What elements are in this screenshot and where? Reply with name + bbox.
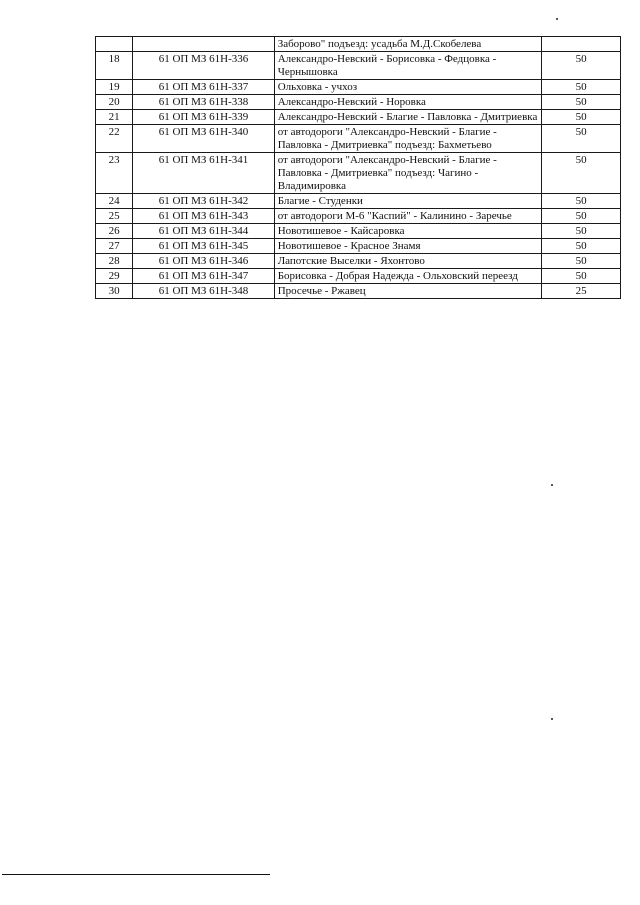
road-length-cell: 50 xyxy=(542,209,621,224)
table-row xyxy=(96,95,621,110)
road-id-cell: 61 ОП МЗ 61Н-343 xyxy=(133,209,274,224)
road-length-cell: 25 xyxy=(542,284,621,299)
road-id-cell: 61 ОП МЗ 61Н-336 xyxy=(133,52,274,80)
row-number-cell: 22 xyxy=(96,125,133,153)
row-number-cell: 29 xyxy=(96,269,133,284)
row-number-cell: 20 xyxy=(96,95,133,110)
road-id-cell: 61 ОП МЗ 61Н-338 xyxy=(133,95,274,110)
road-length-cell: 50 xyxy=(542,269,621,284)
row-number-cell: 24 xyxy=(96,194,133,209)
road-id-cell: 61 ОП МЗ 61Н-341 xyxy=(133,153,274,194)
road-name-cell: от автодороги "Александро-Невский - Благие - Павловка - Дмитриевка" подъезд: Бахметьево xyxy=(274,125,542,153)
row-number-cell: 18 xyxy=(96,52,133,80)
row-number-cell: 23 xyxy=(96,153,133,194)
table-row xyxy=(96,284,621,299)
road-length-cell: 50 xyxy=(542,125,621,153)
road-name-cell: Борисовка - Добрая Надежда - Ольховский переезд xyxy=(274,269,542,284)
road-name-cell: Лапотские Выселки - Яхонтово xyxy=(274,254,542,269)
road-name-cell: Александро-Невский - Благие - Павловка - Дмитриевка xyxy=(274,110,542,125)
row-number-cell: 27 xyxy=(96,239,133,254)
row-number-cell: 25 xyxy=(96,209,133,224)
footnote-rule xyxy=(2,874,270,875)
road-length-cell: 50 xyxy=(542,224,621,239)
row-number-cell: 26 xyxy=(96,224,133,239)
road-id-cell: 61 ОП МЗ 61Н-348 xyxy=(133,284,274,299)
table-row xyxy=(96,80,621,95)
road-name-cell: от автодороги М-6 "Каспий" - Калинино - Заречье xyxy=(274,209,542,224)
roads-table-body xyxy=(96,37,621,299)
row-number-cell: 28 xyxy=(96,254,133,269)
road-length-cell: 50 xyxy=(542,52,621,80)
road-name-cell: Ольховка - учхоз xyxy=(274,80,542,95)
road-name-cell: от автодороги "Александро-Невский - Благие - Павловка - Дмитриевка" подъезд: Чагино - Владимировка xyxy=(274,153,542,194)
row-number-cell xyxy=(96,37,133,52)
row-number-cell: 21 xyxy=(96,110,133,125)
road-name-cell: Новотишевое - Красное Знамя xyxy=(274,239,542,254)
table-row xyxy=(96,269,621,284)
road-name-cell: Александро-Невский - Борисовка - Федцовка - Чернышовка xyxy=(274,52,542,80)
row-number-cell: 30 xyxy=(96,284,133,299)
road-name-cell: Просечье - Ржавец xyxy=(274,284,542,299)
table-row xyxy=(96,194,621,209)
road-id-cell xyxy=(133,37,274,52)
road-length-cell: 50 xyxy=(542,194,621,209)
road-id-cell: 61 ОП МЗ 61Н-347 xyxy=(133,269,274,284)
table-row xyxy=(96,239,621,254)
table-row xyxy=(96,224,621,239)
road-length-cell: 50 xyxy=(542,110,621,125)
table-row xyxy=(96,254,621,269)
road-id-cell: 61 ОП МЗ 61Н-346 xyxy=(133,254,274,269)
road-length-cell: 50 xyxy=(542,95,621,110)
road-id-cell: 61 ОП МЗ 61Н-340 xyxy=(133,125,274,153)
table-row xyxy=(96,37,621,52)
road-id-cell: 61 ОП МЗ 61Н-342 xyxy=(133,194,274,209)
road-id-cell: 61 ОП МЗ 61Н-339 xyxy=(133,110,274,125)
row-number-cell: 19 xyxy=(96,80,133,95)
scan-speck xyxy=(551,718,553,720)
road-length-cell: 50 xyxy=(542,80,621,95)
scan-speck xyxy=(556,18,558,20)
road-length-cell: 50 xyxy=(542,153,621,194)
scan-speck xyxy=(551,484,553,486)
road-length-cell: 50 xyxy=(542,239,621,254)
road-name-cell: Заборово" подъезд: усадьба М.Д.Скобелева xyxy=(274,37,542,52)
table-row xyxy=(96,209,621,224)
table-row xyxy=(96,110,621,125)
road-name-cell: Благие - Студенки xyxy=(274,194,542,209)
road-length-cell xyxy=(542,37,621,52)
table-row xyxy=(96,153,621,194)
road-name-cell: Александро-Невский - Норовка xyxy=(274,95,542,110)
road-id-cell: 61 ОП МЗ 61Н-337 xyxy=(133,80,274,95)
road-name-cell: Новотишевое - Кайсаровка xyxy=(274,224,542,239)
road-id-cell: 61 ОП МЗ 61Н-345 xyxy=(133,239,274,254)
road-id-cell: 61 ОП МЗ 61Н-344 xyxy=(133,224,274,239)
table-row xyxy=(96,125,621,153)
roads-table xyxy=(95,36,621,299)
road-length-cell: 50 xyxy=(542,254,621,269)
table-row xyxy=(96,52,621,80)
